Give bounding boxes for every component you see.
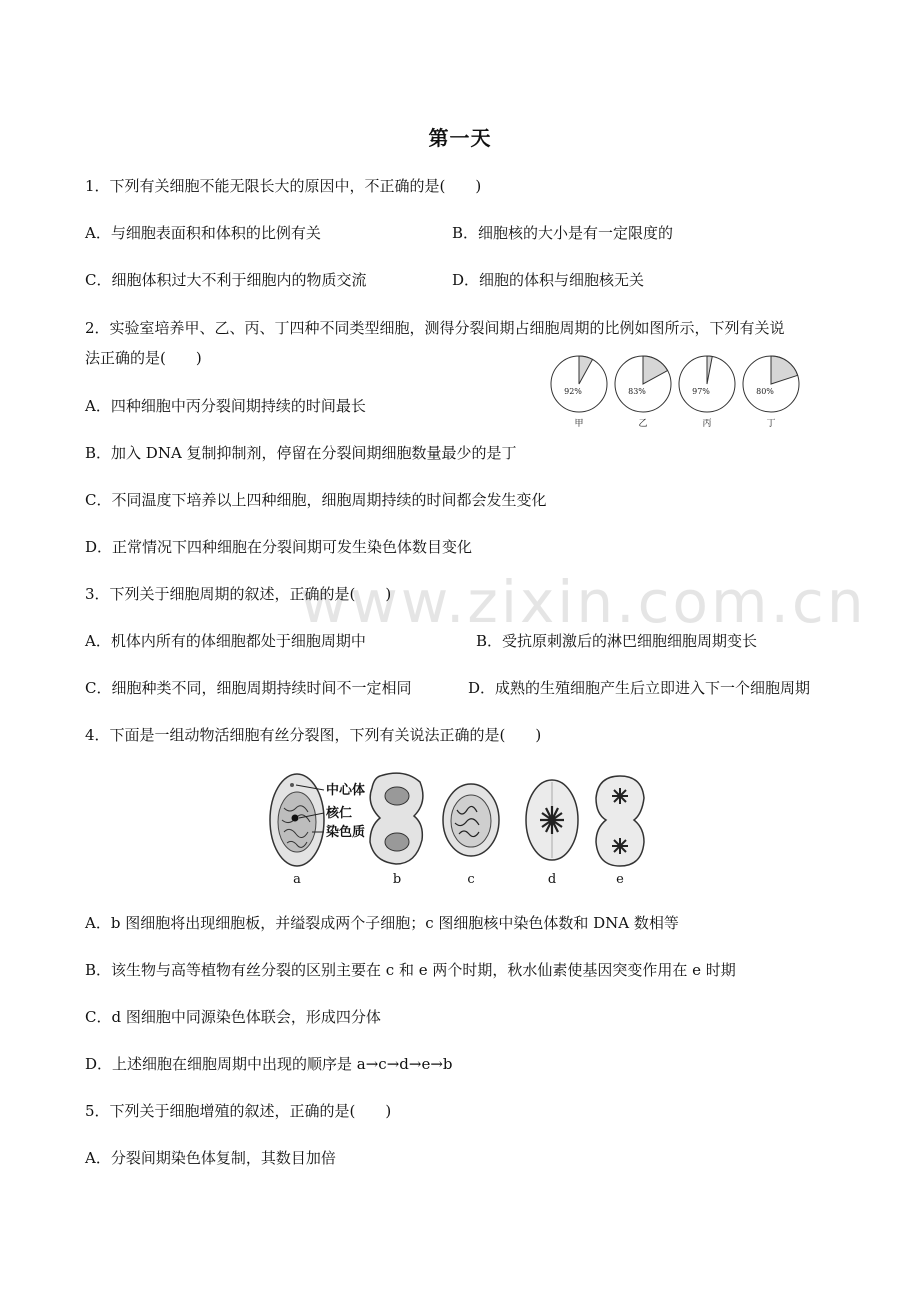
cell-a-drawing	[270, 774, 324, 866]
panel-label-c: c	[467, 872, 475, 887]
q4-option-d: D．上述细胞在细胞周期中出现的顺序是 a→c→d→e→b	[85, 1055, 453, 1073]
q4-option-c: C．d 图细胞中同源染色体联会，形成四分体	[85, 1008, 381, 1026]
q3-option-b: B．受抗原刺激后的淋巴细胞细胞周期变长	[476, 632, 758, 650]
cell-c-drawing	[443, 784, 499, 856]
pie-1-name-label: 甲	[574, 419, 584, 429]
pie-3-percent-label: 97%	[692, 387, 710, 396]
q2-stem-line1: 2．实验室培养甲、乙、丙、丁四种不同类型细胞，测得分裂间期占细胞周期的比例如图所示，下列有关说	[85, 319, 785, 337]
q3-option-c: C．细胞种类不同，细胞周期持续时间不一定相同	[85, 679, 412, 697]
panel-label-a: a	[293, 872, 301, 887]
q1-option-b: B．细胞核的大小是有一定限度的	[452, 224, 674, 242]
q1-option-a: A．与细胞表面积和体积的比例有关	[85, 224, 321, 242]
page-title: 第一天	[428, 126, 492, 150]
q2-option-b: B．加入 DNA 复制抑制剂，停留在分裂间期细胞数量最少的是丁	[85, 444, 517, 462]
label-chromatin: 染色质	[326, 825, 366, 840]
pie-4-name-label: 丁	[766, 419, 776, 429]
q5-stem: 5．下列关于细胞增殖的叙述，正确的是( )	[85, 1102, 392, 1120]
q1-option-d: D．细胞的体积与细胞核无关	[452, 271, 645, 289]
q1-stem: 1．下列有关细胞不能无限长大的原因中，不正确的是( )	[85, 177, 482, 195]
q3-option-d: D．成熟的生殖细胞产生后立即进入下一个细胞周期	[468, 679, 811, 697]
pie-2-percent-label: 83%	[628, 387, 646, 396]
pie-4-percent-label: 80%	[756, 387, 774, 396]
label-centrosome: 中心体	[326, 783, 366, 798]
label-nucleolus: 核仁	[326, 806, 353, 821]
cell-d-drawing	[526, 780, 578, 860]
q2-option-a: A．四种细胞中丙分裂间期持续的时间最长	[85, 397, 366, 415]
q3-stem: 3．下列关于细胞周期的叙述，正确的是( )	[85, 585, 392, 603]
pie-3-name-label: 丙	[702, 419, 712, 429]
pie-1-percent-label: 92%	[564, 387, 582, 396]
q2-option-d: D．正常情况下四种细胞在分裂间期可发生染色体数目变化	[85, 538, 473, 556]
q5-option-a: A．分裂间期染色体复制，其数目加倍	[85, 1149, 336, 1167]
q4-option-a: A．b 图细胞将出现细胞板，并缢裂成两个子细胞；c 图细胞核中染色体数和 DNA 数相等	[85, 914, 679, 932]
pie-2-name-label: 乙	[638, 419, 648, 429]
q3-option-a: A．机体内所有的体细胞都处于细胞周期中	[85, 632, 366, 650]
panel-label-d: d	[547, 872, 557, 887]
cell-e-drawing	[596, 776, 644, 866]
q4-option-b: B．该生物与高等植物有丝分裂的区别主要在 c 和 e 两个时期，秋水仙素使基因突变作用在 e 时期	[85, 961, 736, 979]
pie-chart-figure	[548, 350, 818, 435]
q2-option-c: C．不同温度下培养以上四种细胞，细胞周期持续的时间都会发生变化	[85, 491, 547, 509]
mitosis-figure	[262, 768, 652, 890]
panel-label-e: e	[616, 872, 624, 887]
watermark: www.zixin.com.cn	[300, 568, 867, 636]
q4-stem: 4．下面是一组动物活细胞有丝分裂图，下列有关说法正确的是( )	[85, 726, 542, 744]
q2-stem-line2: 法正确的是( )	[85, 349, 202, 367]
panel-label-b: b	[392, 872, 402, 887]
q1-option-c: C．细胞体积过大不利于细胞内的物质交流	[85, 271, 367, 289]
cell-b-drawing	[370, 773, 423, 864]
